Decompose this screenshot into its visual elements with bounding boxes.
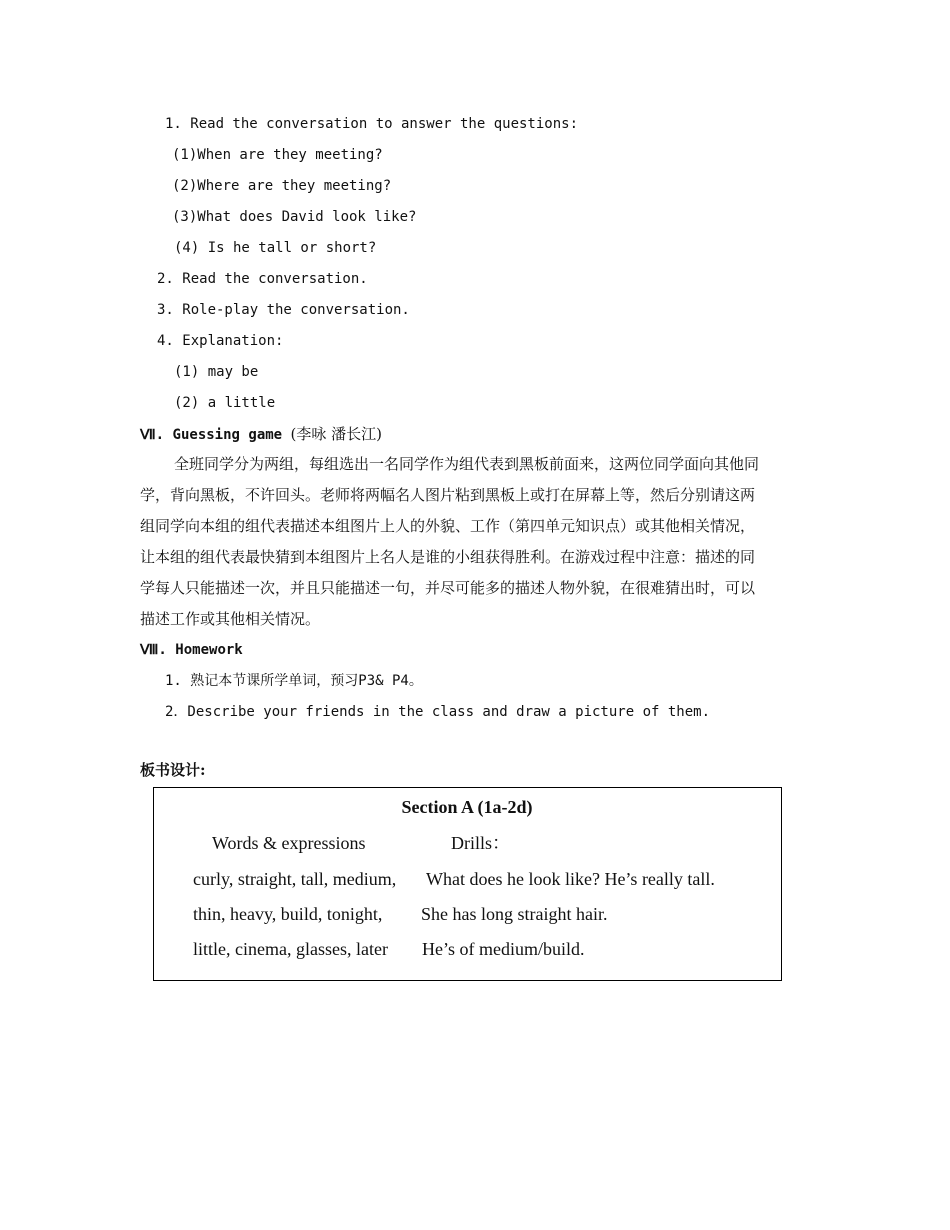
homework-heading: Ⅷ. Homework bbox=[140, 642, 243, 658]
question-3: (3)What does David look like? bbox=[172, 209, 417, 225]
game-paragraph-line: 描述工作或其他相关情况。 bbox=[140, 610, 321, 628]
drill-row: He’s of medium/build. bbox=[422, 939, 585, 959]
drill-row: She has long straight hair. bbox=[421, 904, 608, 924]
drill-row: What does he look like? He’s really tall. bbox=[426, 869, 715, 889]
game-paragraph-line: 学每人只能描述一次，并且只能描述一句，并尽可能多的描述人物外貌，在很难猜出时，可以 bbox=[140, 579, 756, 597]
step-1-instruction: 1. Read the conversation to answer the questions: bbox=[165, 116, 579, 132]
drills-column-header: Drills： bbox=[451, 833, 511, 853]
game-paragraph-line: 学，背向黑板，不许回头。老师将两幅名人图片粘到黑板上或打在屏幕上等，然后分别请这两 bbox=[140, 486, 756, 504]
words-row: curly, straight, tall, medium, bbox=[193, 869, 397, 889]
step-2-instruction: 2. Read the conversation. bbox=[157, 271, 368, 287]
words-row: little, cinema, glasses, later bbox=[193, 939, 388, 959]
homework-item-1: 1. 熟记本节课所学单词，预习P3& P4。 bbox=[165, 673, 423, 689]
question-1: (1)When are they meeting? bbox=[172, 147, 383, 163]
step-4-instruction: 4. Explanation: bbox=[157, 333, 284, 349]
guessing-game-authors: (李咏 潘长江) bbox=[290, 425, 383, 443]
game-paragraph-line: 让本组的组代表最快猜到本组图片上名人是谁的小组获得胜利。在游戏过程中注意：描述的同 bbox=[140, 548, 756, 566]
homework-item-2: 2．Describe your friends in the class and draw a picture of them. bbox=[165, 704, 711, 720]
question-4: (4) Is he tall or short? bbox=[174, 240, 377, 256]
words-row: thin, heavy, build, tonight, bbox=[193, 904, 383, 924]
words-column-header: Words & expressions bbox=[212, 833, 366, 853]
step-3-instruction: 3. Role-play the conversation. bbox=[157, 302, 410, 318]
guessing-game-heading: Ⅶ. Guessing game bbox=[140, 427, 283, 443]
guessing-game-section bbox=[140, 425, 382, 444]
game-paragraph-line: 组同学向本组的组代表描述本组图片上人的外貌、工作（第四单元知识点）或其他相关情况， bbox=[140, 517, 756, 535]
board-title: Section A (1a-2d) bbox=[401, 797, 533, 817]
game-paragraph-line: 全班同学分为两组，每组选出一名同学作为组代表到黑板前面来，这两位同学面向其他同 bbox=[174, 455, 760, 473]
board-design-box bbox=[153, 787, 782, 981]
explanation-1: (1) may be bbox=[174, 364, 259, 380]
question-2: (2)Where are they meeting? bbox=[172, 178, 392, 194]
explanation-2: (2) a little bbox=[174, 395, 276, 411]
board-design-label: 板书设计: bbox=[140, 761, 206, 779]
